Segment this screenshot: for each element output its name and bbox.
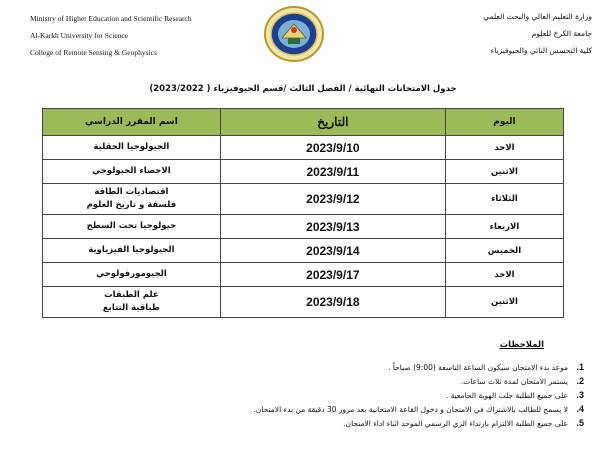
table-row [43, 184, 564, 215]
notes-heading: الملاحظات [499, 340, 544, 350]
exam-schedule-table [42, 108, 564, 318]
ministry-name-en: Ministry of Higher Education and Scientific Research [30, 14, 192, 23]
page-title: جدول الامتحانات النهائية / الفصل الثالث /قسم الجيوفيزياء ( 2023/2022) [149, 84, 457, 94]
notes-list [24, 360, 584, 430]
course-name: طباقية التتابع [102, 303, 160, 313]
header-date: التاريخ [220, 109, 445, 136]
course-cell [43, 184, 221, 215]
date-cell: 2023/9/13 [220, 215, 445, 239]
course-name: الجيومورفولوجي [96, 269, 167, 279]
table-row [43, 136, 564, 160]
course-name: علم الطبقات [104, 290, 159, 300]
course-cell [43, 239, 221, 263]
note-text: موعد بدء الامتحان سيكون الساعة التاسعة (9:00) صباحاً . [388, 363, 568, 372]
date-cell: 2023/9/17 [220, 263, 445, 287]
day-cell: الثلاثاء [445, 184, 563, 215]
course-name: اقتصاديات الطاقة [94, 187, 169, 197]
list-item [24, 416, 584, 430]
note-number: 3. [576, 390, 584, 400]
day-cell: الاثنين [445, 160, 563, 184]
table-header-row [43, 109, 564, 136]
list-item [24, 374, 584, 388]
list-item [24, 360, 584, 374]
table-row [43, 160, 564, 184]
university-name-en: Al-Karkh University for Science [30, 31, 129, 40]
college-name-en: College of Remote Sensing & Geophysics [30, 48, 157, 57]
list-item [24, 402, 584, 416]
list-item [24, 388, 584, 402]
course-cell [43, 160, 221, 184]
university-name-ar: جامعة الكرخ للعلوم [531, 29, 592, 38]
date-cell: 2023/9/14 [220, 239, 445, 263]
date-cell: 2023/9/12 [220, 184, 445, 215]
header-arabic [483, 8, 592, 59]
course-name: فلسفة و تاريخ العلوم [86, 200, 177, 210]
ministry-name-ar: وزارة التعليم العالي والبحث العلمي [483, 12, 592, 21]
note-text: على جميع الطلبة جلب الهوية الجامعية . [445, 391, 568, 400]
day-cell: الاثنين [445, 287, 563, 318]
course-cell [43, 263, 221, 287]
header-english [30, 10, 192, 61]
course-name: الجيولوجيا الحقلية [93, 142, 170, 152]
course-name: الاحصاء الجيولوجي [92, 166, 171, 176]
note-number: 4. [576, 404, 584, 414]
course-cell [43, 287, 221, 318]
course-name: جيولوجيا تحت السطح [86, 221, 177, 231]
college-name-ar: كلية التحسس النائي والجيوفيزياء [490, 46, 592, 55]
date-cell: 2023/9/18 [220, 287, 445, 318]
university-logo [262, 4, 326, 64]
course-cell [43, 136, 221, 160]
table-row [43, 239, 564, 263]
day-cell: الاحد [445, 136, 563, 160]
note-text: على جميع الطلبة الالتزام بارتداء الزي الرسمي الموحد اثناء اداء الامتحان. [343, 419, 568, 428]
header-course: اسم المقرر الدراسي [43, 109, 221, 136]
note-number: 2. [576, 376, 584, 386]
course-name: الجيولوجيا الفيزياوية [88, 245, 175, 255]
day-cell: الاحد [445, 263, 563, 287]
table-row [43, 263, 564, 287]
day-cell: الاربعاء [445, 215, 563, 239]
day-cell: الخميس [445, 239, 563, 263]
table-row [43, 287, 564, 318]
note-text: لا يسمح للطالب بالاشتراك في الامتحان و دخول القاعة الامتحانية بعد مرور 30 دقيقة من بدء الامتحان. [253, 405, 568, 414]
course-cell [43, 215, 221, 239]
note-number: 1. [576, 362, 584, 372]
date-cell: 2023/9/11 [220, 160, 445, 184]
table-row [43, 215, 564, 239]
note-number: 5. [576, 418, 584, 428]
note-text: يستمر الامتحان لمدة ثلاث ساعات. [460, 377, 568, 386]
date-cell: 2023/9/10 [220, 136, 445, 160]
header-day: اليوم [445, 109, 563, 136]
